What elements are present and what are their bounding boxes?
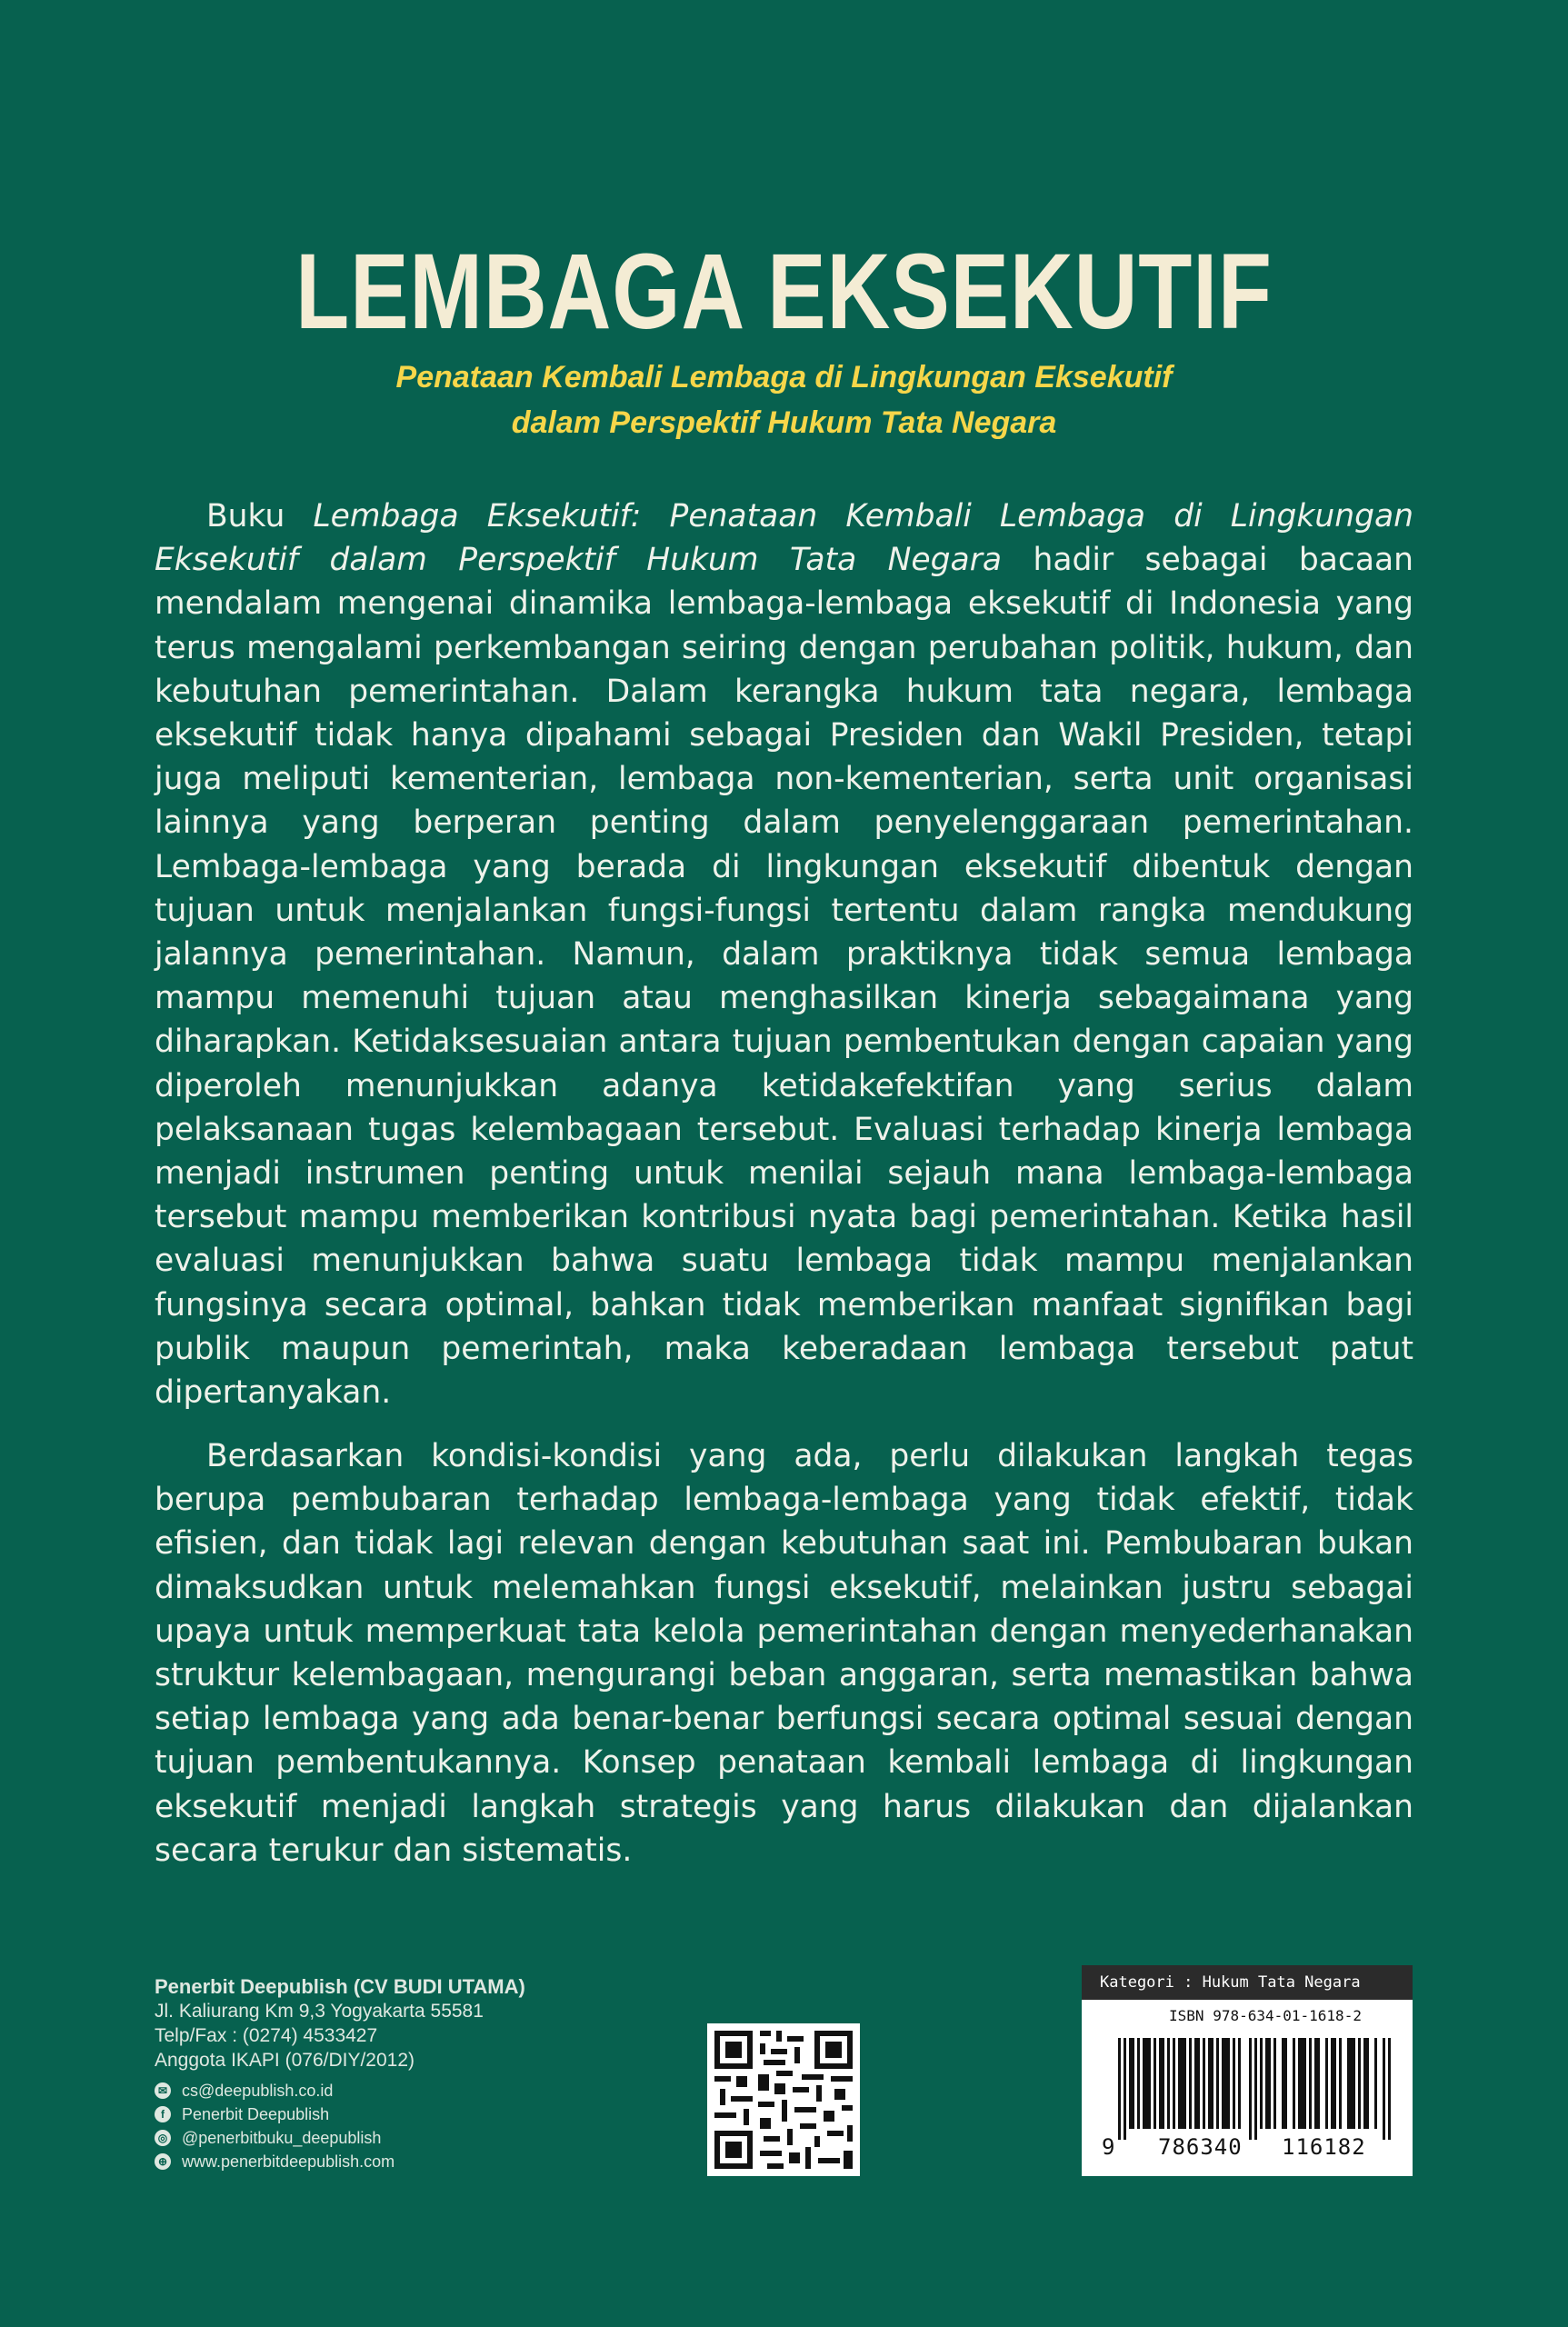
publisher-phone: Telp/Fax : (0274) 4533427 bbox=[155, 2025, 378, 2046]
book-subtitle-line2: dalam Perspektif Hukum Tata Negara bbox=[511, 405, 1057, 440]
contact-website bbox=[155, 2150, 394, 2173]
contact-instagram bbox=[155, 2126, 394, 2150]
globe-icon: ⊕ bbox=[155, 2153, 171, 2170]
barcode-bars bbox=[1118, 2038, 1391, 2140]
barcode-digits-left: 786340 bbox=[1158, 2134, 1243, 2160]
synopsis-paragraph-2: Berdasarkan kondisi-kondisi yang ada, perlu dilakukan langkah tegas berupa pembubaran terhadap lembaga-lembaga yang tidak efektif, tidak efisien, dan tidak lagi relevan dengan kebutuhan saat ini. Pembubaran bukan dimaksudkan untuk melemahkan fungsi eksekutif, melainkan justru sebagai upaya untuk memperkuat tata kelola pemerintahan dengan menyederhanakan struktur kelembagaan, mengurangi beban anggaran, serta memastikan bahwa setiap lembaga yang ada benar-benar berfungsi secara optimal sesuai dengan tujuan pembentukannya. Konsep penataan kembali lembaga di lingkungan eksekutif menjadi langkah strategis yang harus dilakukan dan dijalankan secara terukur dan sistematis. bbox=[155, 1438, 1413, 1869]
publisher-info bbox=[155, 1974, 525, 2072]
contact-instagram-text: @penerbitbuku_deepublish bbox=[182, 2129, 382, 2147]
publisher-member: Anggota IKAPI (076/DIY/2012) bbox=[155, 2050, 415, 2071]
publisher-name: Penerbit Deepublish (CV BUDI UTAMA) bbox=[155, 1975, 525, 1998]
publisher-address: Jl. Kaliurang Km 9,3 Yogyakarta 55581 bbox=[155, 2001, 484, 2022]
barcode-digits-right: 116182 bbox=[1282, 2134, 1366, 2160]
contact-facebook-text: Penerbit Deepublish bbox=[182, 2105, 330, 2123]
contact-facebook bbox=[155, 2102, 394, 2126]
contact-email-text: cs@deepublish.co.id bbox=[182, 2082, 334, 2100]
synopsis-lead: Buku bbox=[206, 498, 314, 534]
qr-code bbox=[707, 2023, 860, 2176]
instagram-icon: ◎ bbox=[155, 2130, 171, 2146]
book-title: LEMBAGA EKSEKUTIF bbox=[295, 232, 1273, 352]
contact-email bbox=[155, 2079, 394, 2102]
isbn-number: ISBN 978-634-01-1618-2 bbox=[1169, 2007, 1362, 2024]
barcode-digit-first: 9 bbox=[1102, 2134, 1115, 2160]
book-subtitle-line1: Penataan Kembali Lembaga di Lingkungan Eksekutif bbox=[395, 360, 1173, 394]
email-icon: ✉ bbox=[155, 2082, 171, 2099]
publisher-contacts bbox=[155, 2079, 394, 2173]
facebook-icon: f bbox=[155, 2106, 171, 2122]
category-label: Kategori : Hukum Tata Negara bbox=[1082, 1965, 1413, 2000]
synopsis-text: hadir sebagai bacaan mendalam mengenai dinamika lembaga-lembaga eksekutif di Indonesia yang terus mengalami perkembangan seiring dengan perubahan politik, hukum, dan kebutuhan pemerintahan. Dalam kerangka hukum tata negara, lembaga eksekutif tidak hanya dipahami sebagai Presiden dan Wakil Presiden, tetapi juga meliputi kementerian, lembaga non-kementerian, serta unit organisasi lainnya yang berperan penting dalam penyelenggaraan pemerintahan. Lembaga-lembaga yang berada di lingkungan eksekutif dibentuk dengan tujuan untuk menjalankan fungsi-fungsi tertentu dalam rangka mendukung jalannya pemerintahan. Namun, dalam praktiknya tidak semua lembaga mampu memenuhi tujuan atau menghasilkan kinerja sebagaimana yang diharapkan. Ketidaksesuaian antara tujuan pembentukan dengan capaian yang diperoleh menunjukkan adanya ketidakefektifan yang serius dalam pelaksanaan tugas kelembagaan tersebut. Evaluasi terhadap kinerja lembaga menjadi instrumen penting untuk menilai sejauh mana lembaga-lembaga tersebut mampu memberikan kontribusi nyata bagi pemerintahan. Ketika hasil evaluasi menunjukkan bahwa suatu lembaga tidak mampu menjalankan fungsinya secara optimal, bahkan tidak memberikan manfaat signifikan bagi publik maupun pemerintah, maka keberadaan lembaga tersebut patut dipertanyakan. bbox=[155, 542, 1413, 1412]
contact-website-text: www.penerbitdeepublish.com bbox=[182, 2152, 395, 2171]
isbn-barcode-box bbox=[1082, 1965, 1413, 2176]
synopsis-paragraph-1 bbox=[155, 494, 1413, 1414]
synopsis-book-title: Lembaga Eksekutif: Penataan Kembali Lembaga di Lingkungan Eksekutif dalam Perspektif Hukum Tata Negara bbox=[155, 498, 1413, 579]
